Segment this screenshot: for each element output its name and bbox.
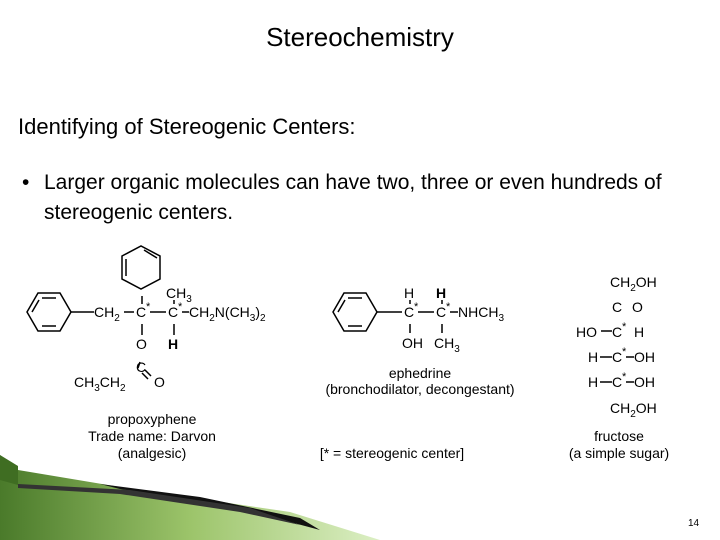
label: $CH_3$: [166, 285, 192, 305]
stereocenter-label: C: [136, 304, 147, 320]
label: $CH_2$: [94, 304, 120, 324]
label: OH: [634, 349, 655, 365]
stereo-star: *: [622, 371, 627, 383]
label: H: [168, 336, 179, 352]
caption: [* = stereogenic center]: [319, 445, 465, 461]
stereo-star: *: [622, 346, 627, 358]
label: O: [154, 374, 165, 390]
label: HO: [576, 324, 597, 340]
label: H: [588, 374, 599, 390]
caption: ephedrine: [388, 365, 452, 381]
slide-title: Stereochemistry: [266, 22, 454, 52]
label: $NHCH_3$: [458, 304, 505, 324]
stereocenter-label: C: [612, 349, 623, 365]
page-number: 14: [688, 518, 700, 529]
label: $CH_3CH_2$: [74, 374, 126, 394]
stereocenter-label: C: [436, 304, 447, 320]
label: $CH_3$: [434, 335, 460, 355]
label: O: [136, 336, 147, 352]
label: OH: [634, 374, 655, 390]
label: C: [136, 359, 147, 375]
bullet-text: Larger organic molecules can have two, three or even hundreds of stereogenic centers.: [44, 171, 662, 224]
stereo-star: *: [146, 301, 151, 313]
stereo-star: *: [622, 321, 627, 333]
label: $CH_2OH$: [610, 400, 657, 420]
stereocenter-label: C: [168, 304, 179, 320]
caption: (a simple sugar): [568, 445, 670, 461]
swoosh-stripe-light: [0, 455, 18, 485]
label: H: [588, 349, 599, 365]
caption: fructose: [594, 428, 644, 444]
label: O: [632, 299, 643, 315]
label: H: [634, 324, 645, 340]
caption: Trade name: Darvon: [88, 428, 216, 444]
slide-subtitle: Identifying of Stereogenic Centers:: [18, 114, 356, 139]
label: $CH_2OH$: [610, 274, 657, 294]
caption: propoxyphene: [107, 411, 197, 427]
stereo-star: *: [414, 301, 419, 313]
label: OH: [402, 335, 423, 351]
bullet-marker: •: [22, 171, 30, 194]
label: H: [404, 285, 415, 301]
stereo-star: *: [446, 301, 451, 313]
label: H: [436, 285, 447, 301]
label: $CH_2N(CH_3)_2$: [189, 304, 266, 324]
label: C: [612, 299, 623, 315]
stereocenter-label: C: [612, 324, 623, 340]
caption: (bronchodilator, decongestant): [325, 381, 515, 397]
stereocenter-label: C: [612, 374, 623, 390]
stereo-star: *: [178, 301, 183, 313]
stereocenter-label: C: [404, 304, 415, 320]
caption: (analgesic): [117, 445, 187, 461]
